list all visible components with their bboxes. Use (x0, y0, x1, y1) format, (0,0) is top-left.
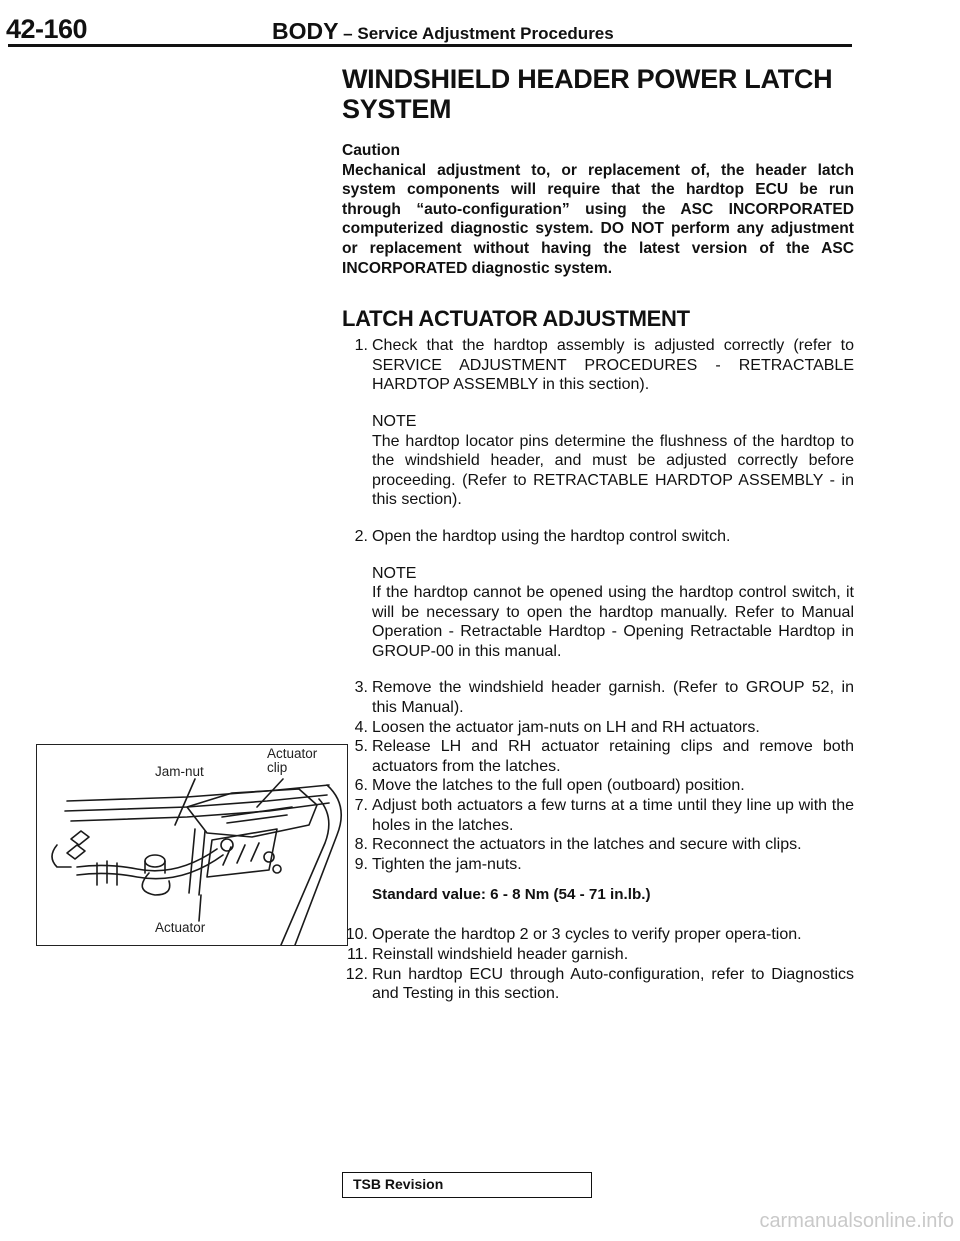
caution-label: Caution (342, 142, 401, 159)
step-number: 5. (354, 738, 368, 756)
step-number: 9. (354, 855, 368, 873)
step-text: Operate the hardtop 2 or 3 cycles to verify proper opera-tion. (372, 926, 802, 944)
watermark: carmanualsonline.info (759, 1210, 954, 1232)
step-number: 10. (345, 926, 368, 944)
step-12 (342, 965, 854, 1004)
step-8 (342, 835, 854, 855)
step-7 (342, 796, 854, 835)
step-9 (342, 855, 854, 875)
step-text: Check that the hardtop assembly is adjusted correctly (refer to SERVICE ADJUSTMENT PROCEDURES - RETRACTABLE HARDTOP ASSEMBLY in this section). (372, 337, 854, 394)
caution-block (342, 141, 854, 278)
note-label: NOTE (372, 412, 417, 430)
note-text: The hardtop locator pins determine the flushness of the hardtop to the windshield header, and must be adjusted correctly before proceeding. (Refer to RETRACTABLE HARDTOP ASSEMBLY - in this section). (372, 432, 854, 509)
step-text: Tighten the jam-nuts. (372, 855, 522, 873)
header-rule (8, 44, 852, 47)
label-actuator-clip-line2: clip (267, 760, 288, 775)
step-number: 4. (354, 718, 368, 736)
caution-text: Mechanical adjustment to, or replacement of, the header latch system components will require that the hardtop ECU be run through “auto-configuration” using the ASC INCORPORATED computerized diagnostic system. DO NOT perform any adjustment or replacement without having the latest version of the ASC INCORPORATED diagnostic system. (342, 161, 854, 277)
tsb-revision-label: TSB Revision (353, 1176, 444, 1192)
step-text: Move the latches to the full open (outboard) position. (372, 777, 745, 795)
label-jam-nut: Jam-nut (155, 764, 204, 779)
main-title-line-1: WINDSHIELD HEADER POWER LATCH (342, 64, 833, 94)
step-number: 8. (354, 836, 368, 854)
step-2 (342, 527, 854, 547)
step-text: Loosen the actuator jam-nuts on LH and RH actuators. (372, 718, 760, 736)
header-separator: – (338, 24, 358, 43)
step-6 (342, 776, 854, 796)
note-2 (342, 564, 854, 662)
step-text: Adjust both actuators a few turns at a time until they line up with the holes in the latches. (372, 797, 854, 834)
step-10 (342, 925, 854, 945)
step-1 (342, 336, 854, 395)
note-text: If the hardtop cannot be opened using the hardtop control switch, it will be necessary to open the hardtop manually. Refer to Manual Operation - Retractable Hardtop - Opening Retractable Hardtop in GROUP-00 in this manual. (372, 584, 854, 660)
section-title: LATCH ACTUATOR ADJUSTMENT (342, 306, 690, 332)
header-group: BODY (272, 18, 339, 44)
main-title-line-2: SYSTEM (342, 94, 452, 124)
step-11 (342, 945, 854, 965)
step-text: Remove the windshield header garnish. (Refer to GROUP 52, in this Manual). (372, 679, 854, 717)
step-number: 1. (354, 337, 368, 355)
step-3 (342, 678, 854, 717)
step-text: Run hardtop ECU through Auto-configuration, refer to Diagnostics and Testing in this section. (372, 965, 854, 1003)
step-number: 2. (354, 527, 368, 545)
page-number: 42-160 (6, 14, 88, 44)
label-actuator-clip-line1: Actuator (267, 746, 318, 761)
step-text: Reconnect the actuators in the latches and secure with clips. (372, 836, 802, 854)
label-actuator: Actuator (155, 920, 206, 935)
step-4 (342, 718, 854, 738)
content-column (342, 64, 854, 1004)
step-number: 6. (354, 777, 368, 795)
tsb-revision-box (342, 1172, 592, 1198)
step-text: Reinstall windshield header garnish. (372, 946, 629, 963)
step-number: 3. (354, 679, 368, 697)
step-text: Open the hardtop using the hardtop control switch. (372, 527, 731, 545)
step-number: 11. (346, 946, 368, 963)
step-number: 12. (345, 965, 368, 983)
header-title (272, 18, 614, 45)
step-number: 7. (354, 797, 368, 815)
header-section: Service Adjustment Procedures (357, 24, 614, 43)
note-1 (342, 412, 854, 510)
actuator-figure (36, 744, 348, 946)
note-label: NOTE (372, 564, 417, 582)
main-title (342, 64, 854, 124)
standard-value: Standard value: 6 - 8 Nm (54 - 71 in.lb.) (372, 886, 651, 904)
step-text: Release LH and RH actuator retaining clips and remove both actuators from the latches. (372, 738, 854, 775)
step-5 (342, 737, 854, 776)
